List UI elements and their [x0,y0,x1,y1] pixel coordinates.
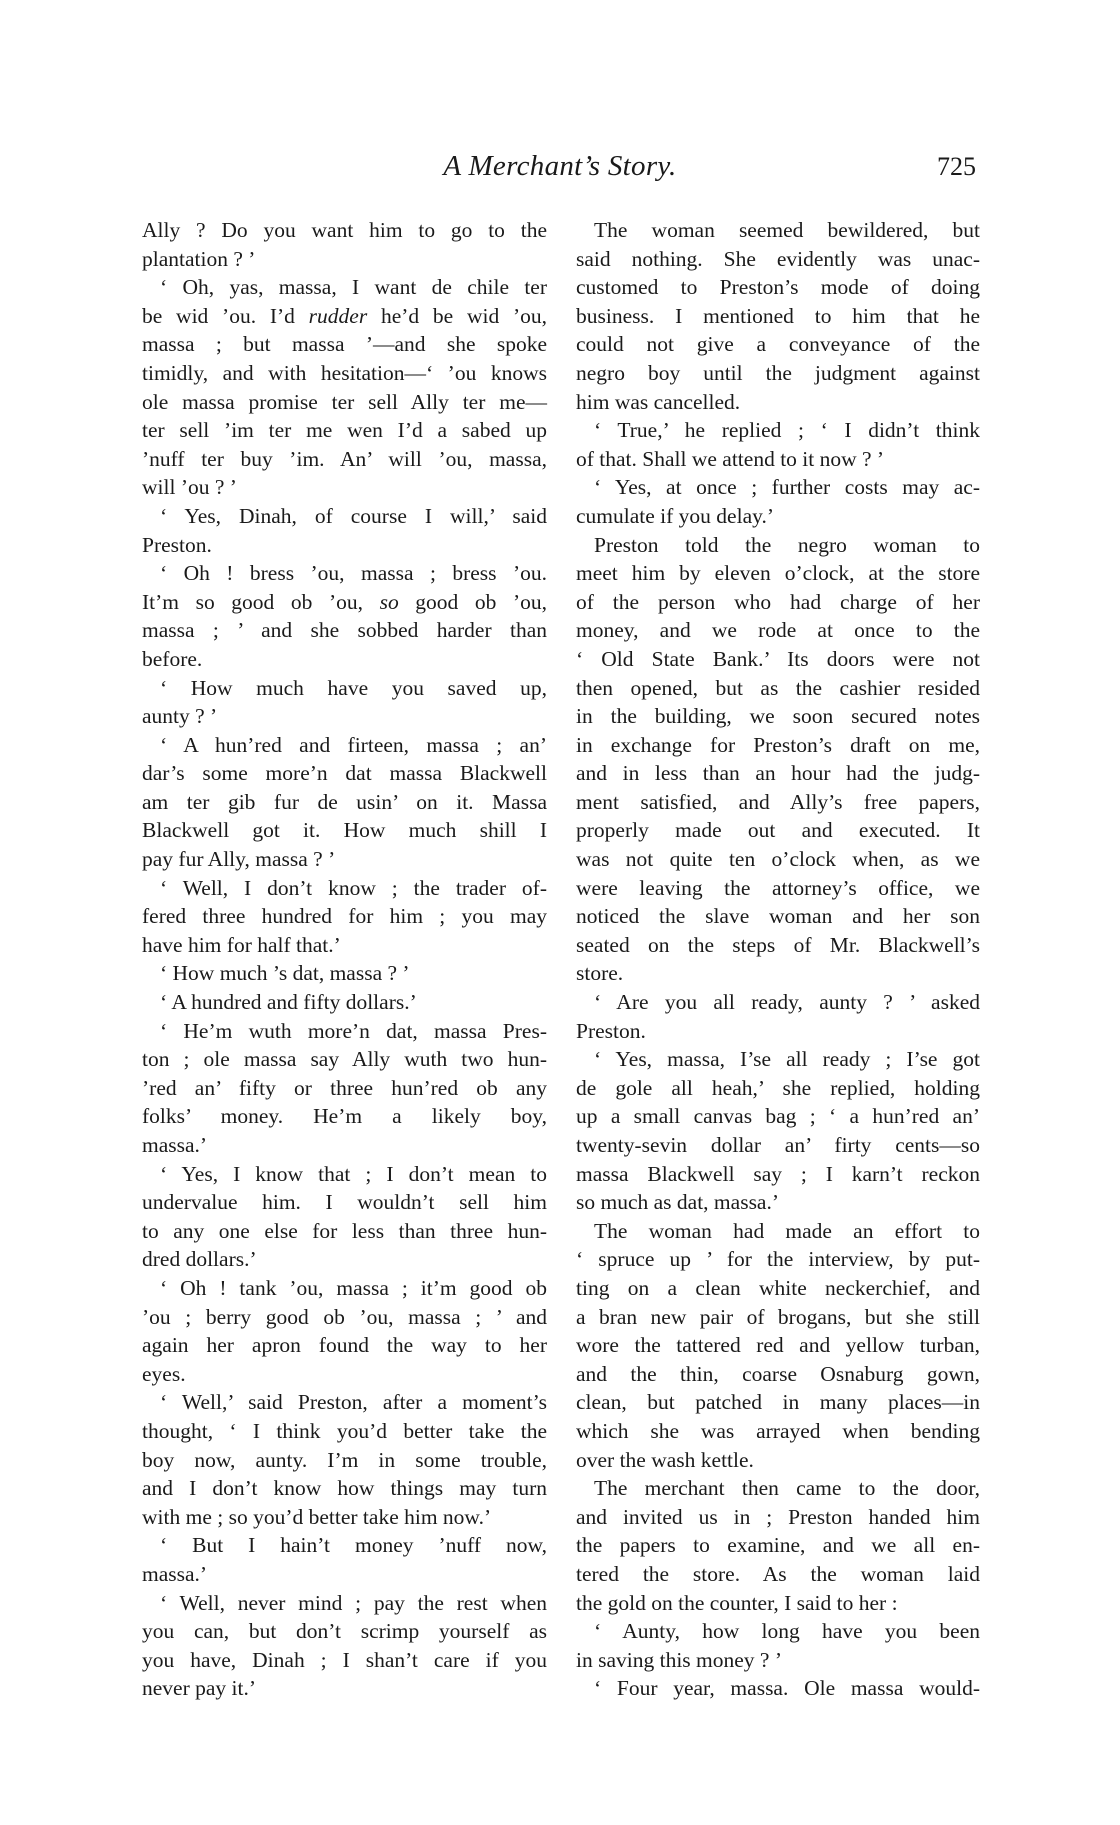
text-line: was not quite ten o’clock when, as we [576,847,980,872]
text-line: dar’s some more’n dat massa Blackwell [142,761,547,786]
text-line: ‘ But I hain’t money ’nuff now, [160,1533,547,1558]
text-line: ‘ Four year, massa. Ole massa would- [594,1676,980,1701]
text-line: the gold on the counter, I said to her : [576,1590,898,1615]
text-line: ting on a clean white neckerchief, and [576,1275,980,1300]
text-line: ‘ How much have you saved up, [160,675,547,700]
text-line: eyes. [142,1361,186,1386]
text-line: in exchange for Preston’s draft on me, [576,732,980,757]
text-line: ‘ Well, I don’t know ; the trader of- [160,875,547,900]
text-line: business. I mentioned to him that he [576,303,980,328]
text-line: ’red an’ fifty or three hun’red ob any [142,1075,547,1100]
text-line: pay fur Ally, massa ? ’ [142,847,336,872]
text-line: you have, Dinah ; I shan’t care if you [142,1647,547,1672]
text-line: ‘ Oh, yas, massa, I want de chile ter [160,275,547,300]
paragraph [142,559,547,673]
text-line: Preston told the negro woman to [594,532,980,557]
paragraph [576,416,980,473]
running-title: A Merchant’s Story. [443,150,677,182]
text-line [142,588,547,617]
text-line: massa ; but massa ’—and she spoke [142,332,547,357]
text-line: him was cancelled. [576,389,741,414]
text-line: Preston. [576,1018,646,1043]
paragraph [142,1589,547,1703]
text-line: store. [576,961,624,986]
paragraph [142,216,547,273]
text-line: ‘ Oh ! bress ’ou, massa ; bress ’ou. [160,561,547,586]
left-column [142,216,547,1703]
text-line: of that. Shall we attend to it now ? ’ [576,446,885,471]
paragraph [576,1045,980,1217]
paragraph [576,988,980,1045]
text-line: Ally ? Do you want him to go to the [142,218,547,242]
text-line: to any one else for less than three hun- [142,1218,547,1243]
text-line: of the person who had charge of her [576,589,980,614]
text-line: meet him by eleven o’clock, at the store [576,561,980,586]
text-line: The merchant then came to the door, [594,1476,980,1501]
text-line: massa Blackwell say ; I karn’t reckon [576,1161,980,1186]
text-line: The woman had made an effort to [594,1218,980,1243]
text-line: were leaving the attorney’s office, we [576,875,980,900]
text-line: massa.’ [142,1561,208,1586]
text-line: and the thin, coarse Osnaburg gown, [576,1361,980,1386]
text-line: customed to Preston’s mode of doing [576,275,980,300]
text-line: am ter gib fur de usin’ on it. Massa [142,789,547,814]
text-line: Preston. [142,532,212,557]
text-line: with me ; so you’d better take him now.’ [142,1504,492,1529]
text-line: dred dollars.’ [142,1247,257,1272]
text-line: ‘ Well,’ said Preston, after a moment’s [160,1390,547,1415]
text-line: massa.’ [142,1133,208,1157]
italic-text: rudder [308,303,368,328]
text-line: the papers to examine, and we all en- [576,1533,980,1558]
page-number: 725 [937,152,976,181]
text-line: ’ou ; berry good ob ’ou, massa ; ’ and [142,1304,547,1329]
text-line: ‘ Old State Bank.’ Its doors were not [576,646,980,671]
text-line: you can, but don’t scrimp yourself as [142,1619,547,1644]
text-line: ‘ Are you all ready, aunty ? ’ asked [594,990,980,1015]
text-line: have him for half that.’ [142,932,341,957]
text-segment: he’d be wid ’ou, [367,303,547,328]
text-line: ‘ He’m wuth more’n dat, massa Pres- [160,1018,547,1043]
text-line: undervalue him. I wouldn’t sell him [142,1190,547,1215]
text-line: up a small canvas bag ; ‘ a hun’red an’ [576,1104,980,1129]
text-line: properly made out and executed. It [576,818,980,843]
text-line [142,302,547,331]
paragraph [142,1274,547,1388]
paragraph [576,1617,980,1674]
italic-text: so [379,589,399,614]
paragraph [142,1388,547,1531]
text-line: ’nuff ter buy ’im. An’ will ’ou, massa, [142,446,547,471]
text-line: again her apron found the way to her [142,1333,547,1358]
text-line: ment satisfied, and Ally’s free papers, [576,789,980,814]
text-segment: good ob ’ou, [398,589,547,614]
text-line: de gole all heah,’ she replied, holding [576,1075,980,1100]
text-line: ‘ Oh ! tank ’ou, massa ; it’m good ob [160,1275,547,1300]
text-segment: It’m so good ob ’ou, [142,589,380,614]
text-line: ‘ Yes, Dinah, of course I will,’ said [160,503,547,528]
paragraph [142,1017,547,1160]
text-line: money, and we rode at once to the [576,618,980,643]
text-line: Blackwell got it. How much shill I [142,818,547,843]
text-line: ‘ Yes, massa, I’se all ready ; I’se got [594,1047,980,1072]
text-line: noticed the slave woman and her son [576,904,980,929]
text-line: could not give a conveyance of the [576,332,980,357]
text-line: then opened, but as the cashier resided [576,675,980,700]
text-line: plantation ? ’ [142,246,256,271]
paragraph [142,273,547,502]
text-line: and in less than an hour had the judg- [576,761,980,786]
text-line: a bran new pair of brogans, but she still [576,1304,980,1329]
paragraph [576,1217,980,1474]
right-column [576,216,980,1703]
text-line: will ’ou ? ’ [142,475,237,500]
paragraph [576,473,980,530]
text-line: seated on the steps of Mr. Blackwell’s [576,932,980,957]
paragraph [142,1531,547,1588]
text-line: twenty-sevin dollar an’ firty cents—so [576,1133,980,1157]
text-line: tered the store. As the woman laid [576,1561,980,1586]
text-line: over the wash kettle. [576,1447,754,1472]
text-line: ‘ Well, never mind ; pay the rest when [160,1590,547,1615]
text-line: timidly, and with hesitation—‘ ’ou knows [142,360,547,385]
text-line: ‘ Yes, I know that ; I don’t mean to [160,1161,547,1186]
paragraph [576,1474,980,1617]
text-line: ‘ True,’ he replied ; ‘ I didn’t think [594,418,980,443]
text-line: ole massa promise ter sell Ally ter me— [142,389,547,414]
text-line: folks’ money. He’m a likely boy, [142,1104,547,1129]
text-line: and I don’t know how things may turn [142,1476,547,1501]
paragraph [142,1160,547,1274]
text-line: never pay it.’ [142,1676,257,1701]
text-line: clean, but patched in many places—in [576,1390,980,1415]
text-line: in saving this money ? ’ [576,1647,783,1672]
text-line: before. [142,646,203,671]
text-line: ‘ How much ’s dat, massa ? ’ [160,961,410,986]
paragraph [576,216,980,416]
text-line: boy now, aunty. I’m in some trouble, [142,1447,547,1472]
text-line: ton ; ole massa say Ally wuth two hun- [142,1047,547,1072]
text-line: ‘ Aunty, how long have you been [594,1619,980,1644]
text-line: negro boy until the judgment against [576,360,980,385]
text-line: cumulate if you delay.’ [576,503,775,528]
text-segment: be wid ’ou. I’d [142,303,309,328]
text-line: The woman seemed bewildered, but [594,218,980,242]
text-line: which she was arrayed when bending [576,1418,980,1443]
text-line: wore the tattered red and yellow turban, [576,1333,980,1358]
paragraph [142,502,547,559]
paragraph [142,731,547,874]
text-line: ‘ A hun’red and firteen, massa ; an’ [160,732,547,757]
paragraph [142,674,547,731]
text-line: and invited us in ; Preston handed him [576,1504,980,1529]
paragraph [576,1674,980,1703]
text-line: said nothing. She evidently was unac- [576,246,980,271]
text-line: ‘ A hundred and fifty dollars.’ [160,990,417,1015]
text-line: so much as dat, massa.’ [576,1190,780,1215]
paragraph [142,874,547,960]
text-line: aunty ? ’ [142,704,218,729]
text-line: massa ; ’ and she sobbed harder than [142,618,547,643]
paragraph [142,959,547,988]
text-line: thought, ‘ I think you’d better take the [142,1418,547,1443]
text-line: ‘ spruce up ’ for the interview, by put- [576,1247,980,1272]
paragraph [576,531,980,989]
text-line: fered three hundred for him ; you may [142,904,547,929]
text-line: ‘ Yes, at once ; further costs may ac- [594,475,980,500]
text-line: ter sell ’im ter me wen I’d a sabed up [142,418,547,443]
paragraph [142,988,547,1017]
text-line: in the building, we soon secured notes [576,704,980,729]
